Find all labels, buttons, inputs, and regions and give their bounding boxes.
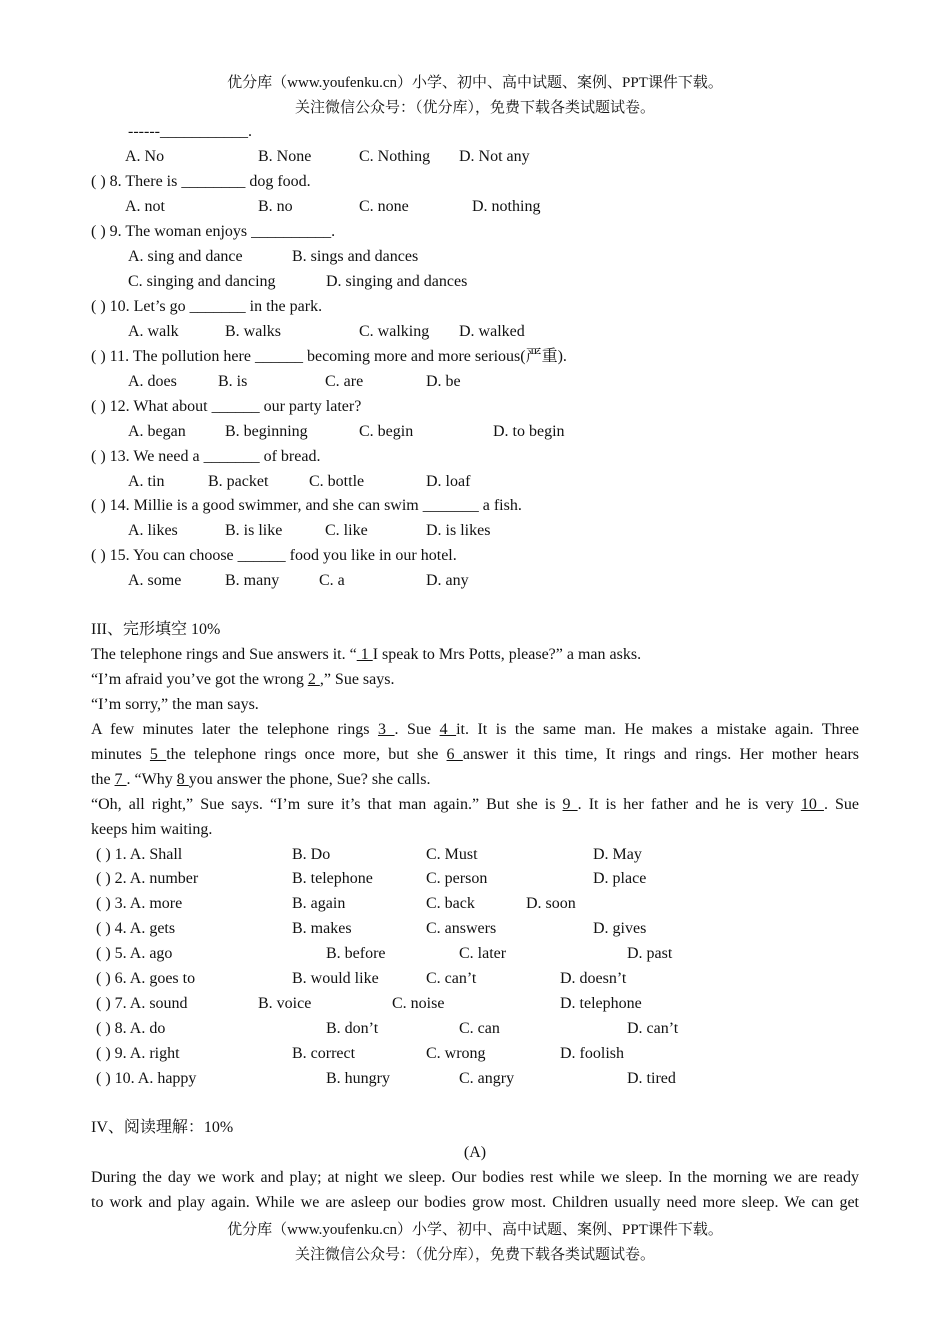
option-c: C. later	[459, 945, 507, 962]
option-b: B. is	[218, 373, 248, 390]
cloze-paragraph-line: minutes 5 the telephone rings once more, but she 6 answer it this time, It rings and rings. Her mother hears	[91, 746, 860, 763]
option-c: C. like	[325, 522, 368, 539]
option-b: B. no	[258, 198, 293, 215]
cloze-paragraph-line: “I’m afraid you’ve got the wrong 2 ,” Sue says.	[91, 671, 395, 688]
option-c: C. begin	[359, 423, 414, 440]
header-line-1: 优分库（www.youfenku.cn）小学、初中、高中试题、案例、PPT课件下载。	[227, 75, 723, 91]
option-c: C. noise	[392, 995, 445, 1012]
choice-number: ( ) 10. A. happy	[96, 1070, 197, 1087]
option-d: D. to begin	[493, 423, 565, 440]
option-a: A. does	[128, 373, 177, 390]
question-stem: ( ) 14. Millie is a good swimmer, and she can swim _______ a fish.	[91, 497, 522, 514]
blank-3: 3	[378, 721, 395, 738]
option-c: C. bottle	[309, 473, 365, 490]
option-d: D. be	[426, 373, 461, 390]
choice-number: ( ) 3. A. more	[96, 895, 183, 912]
option-c: C. are	[325, 373, 364, 390]
page-header	[0, 71, 950, 121]
option-a: A. began	[128, 423, 186, 440]
option-b: B. makes	[292, 920, 352, 937]
cloze-paragraph-line: A few minutes later the telephone rings 3 . Sue 4 it. It is the same man. He makes a mistake again. Three	[91, 721, 860, 738]
question-stem: ( ) 8. There is ________ dog food.	[91, 173, 311, 190]
passage-line: During the day we work and play; at night we sleep. Our bodies rest while we sleep. In the morning we are ready	[91, 1169, 859, 1186]
option-b: B. None	[258, 148, 312, 165]
option-d: D. soon	[526, 895, 576, 912]
option-a: A. tin	[128, 473, 165, 490]
option-d: D. foolish	[560, 1045, 624, 1062]
option-b: B. before	[326, 945, 386, 962]
blank-7: 7	[114, 771, 127, 788]
cloze-paragraph-line: The telephone rings and Sue answers it. “ 1 I speak to Mrs Potts, please?” a man asks.	[91, 646, 642, 663]
option-d: D. Not any	[459, 148, 530, 165]
option-c: C. a	[319, 572, 345, 589]
option-c: C. singing and dancing	[128, 273, 276, 290]
question-stem: ( ) 9. The woman enjoys __________.	[91, 223, 336, 240]
option-b: B. Do	[292, 846, 331, 863]
choice-number: ( ) 2. A. number	[96, 870, 199, 887]
option-b: B. packet	[208, 473, 269, 490]
blank-4: 4	[439, 721, 457, 738]
cloze-paragraph-line: “Oh, all right,” Sue says. “I’m sure it’s that man again.” But she is 9 . It is her father and he is very 10 . Sue	[91, 796, 860, 813]
blank-5: 5	[149, 746, 167, 763]
option-d: D. loaf	[426, 473, 471, 490]
option-a: A. likes	[128, 522, 178, 539]
option-c: C. walking	[359, 323, 430, 340]
blank-10: 10	[800, 796, 824, 813]
option-b: B. again	[292, 895, 346, 912]
cloze-paragraph-line: the 7 . “Why 8 you answer the phone, Sue? she calls.	[91, 771, 431, 788]
option-d: D. can’t	[627, 1020, 679, 1037]
option-a: A. walk	[128, 323, 179, 340]
option-d: D. telephone	[560, 995, 642, 1012]
option-d: D. gives	[593, 920, 647, 937]
option-b: B. many	[225, 572, 280, 589]
option-b: B. sings and dances	[292, 248, 419, 265]
option-d: D. any	[426, 572, 469, 589]
option-d: D. place	[593, 870, 647, 887]
option-d: D. walked	[459, 323, 525, 340]
option-c: C. wrong	[426, 1045, 486, 1062]
option-d: D. tired	[627, 1070, 676, 1087]
choice-number: ( ) 4. A. gets	[96, 920, 176, 937]
option-d: D. doesn’t	[560, 970, 627, 987]
question-stem: ( ) 15. You can choose ______ food you like in our hotel.	[91, 547, 457, 564]
choice-number: ( ) 8. A. do	[96, 1020, 166, 1037]
option-d: D. past	[627, 945, 673, 962]
question-7-continuation: ------___________.	[128, 123, 252, 140]
option-c: C. can	[459, 1020, 500, 1037]
cloze-paragraph-line: “I’m sorry,” the man says.	[91, 696, 259, 713]
section-title-cloze: III、完形填空 10%	[91, 621, 221, 638]
choice-number: ( ) 6. A. goes to	[96, 970, 196, 987]
option-c: C. angry	[459, 1070, 515, 1087]
option-c: C. can’t	[426, 970, 477, 987]
option-d: D. nothing	[472, 198, 541, 215]
option-b: B. walks	[225, 323, 281, 340]
blank-9: 9	[562, 796, 578, 813]
header-line-2: 关注微信公众号：（优分库），免费下载各类试题试卷。	[294, 100, 655, 116]
footer-line-2: 关注微信公众号：（优分库），免费下载各类试题试卷。	[294, 1247, 655, 1263]
option-b: B. don’t	[326, 1020, 379, 1037]
option-d: D. May	[593, 846, 642, 863]
option-b: B. voice	[258, 995, 312, 1012]
option-c: C. back	[426, 895, 475, 912]
blank-2: 2	[307, 671, 320, 688]
blank-6: 6	[446, 746, 463, 763]
passage-line: to work and play again. While we are asleep our bodies grow most. Children usually need more sleep. We can get	[91, 1194, 859, 1211]
choice-number: ( ) 5. A. ago	[96, 945, 173, 962]
question-stem: ( ) 13. We need a _______ of bread.	[91, 448, 321, 465]
question-stem: ( ) 12. What about ______ our party later?	[91, 398, 362, 415]
question-stem: ( ) 10. Let’s go _______ in the park.	[91, 298, 323, 315]
section-title-reading: IV、阅读理解：10%	[91, 1119, 234, 1136]
option-a: A. some	[128, 572, 182, 589]
option-b: B. beginning	[225, 423, 308, 440]
option-c: C. person	[426, 870, 488, 887]
choice-number: ( ) 7. A. sound	[96, 995, 188, 1012]
choice-number: ( ) 1. A. Shall	[96, 846, 183, 863]
option-c: C. none	[359, 198, 409, 215]
option-a: A. not	[125, 198, 165, 215]
option-b: B. telephone	[292, 870, 373, 887]
option-c: C. answers	[426, 920, 497, 937]
option-a: A. sing and dance	[128, 248, 243, 265]
option-b: B. is like	[225, 522, 283, 539]
option-c: C. Nothing	[359, 148, 431, 165]
blank-1: 1	[356, 646, 373, 663]
option-a: A. No	[125, 148, 165, 165]
option-b: B. hungry	[326, 1070, 390, 1087]
page-footer	[0, 1218, 950, 1268]
choice-number: ( ) 9. A. right	[96, 1045, 180, 1062]
option-d: D. singing and dances	[326, 273, 468, 290]
question-stem: ( ) 11. The pollution here ______ becoming more and more serious(严重).	[91, 348, 567, 365]
option-c: C. Must	[426, 846, 478, 863]
cloze-paragraph-line: keeps him waiting.	[91, 821, 213, 838]
blank-8: 8	[176, 771, 189, 788]
option-b: B. correct	[292, 1045, 356, 1062]
passage-label: (A)	[463, 1144, 487, 1161]
option-d: D. is likes	[426, 522, 491, 539]
footer-line-1: 优分库（www.youfenku.cn）小学、初中、高中试题、案例、PPT课件下载。	[227, 1222, 723, 1238]
option-b: B. would like	[292, 970, 379, 987]
